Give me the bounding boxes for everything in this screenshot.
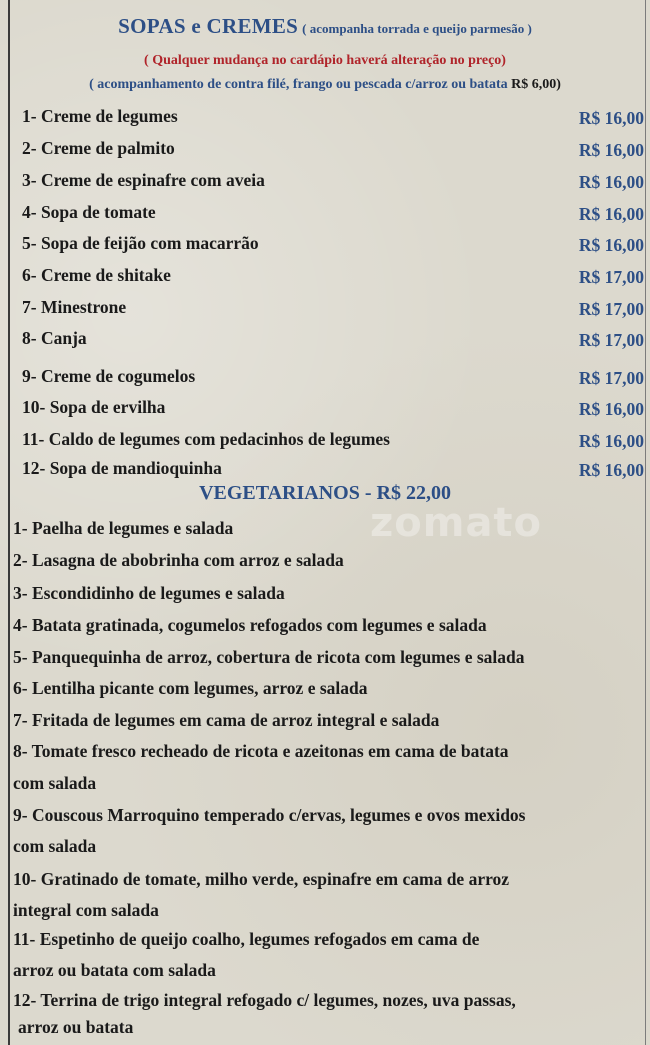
soup-item [22,170,644,196]
left-border [8,0,10,1045]
soup-name: 1- Creme de legumes [22,106,178,126]
soup-price: R$ 16,00 [578,235,644,255]
soup-item [22,297,644,323]
vegetarian-item-continuation: com salada [13,773,97,793]
soup-item [22,429,644,455]
vegetarian-item: 6- Lentilha picante com legumes, arroz e salada [13,678,368,698]
soup-name: 2- Creme de palmito [22,138,175,158]
watermark: zomato [370,500,543,546]
soups-heading [0,14,650,39]
soup-name: 7- Minestrone [22,297,127,317]
soup-price: R$ 16,00 [578,431,644,451]
soup-price: R$ 17,00 [578,368,644,388]
vegetarian-title: VEGETARIANOS - R$ 22,00 [199,482,451,504]
soup-price: R$ 17,00 [578,299,644,319]
vegetarian-item: 1- Paelha de legumes e salada [13,518,234,538]
accompaniment-text: ( acompanhamento de contra filé, frango ou pescada c/arroz ou batata [89,77,508,92]
accompaniment-note [0,77,650,93]
vegetarian-item: 8- Tomate fresco recheado de ricota e azeitonas em cama de batata [13,741,509,761]
soup-price: R$ 16,00 [578,172,644,192]
soup-price: R$ 17,00 [578,267,644,287]
soup-price: R$ 16,00 [578,460,644,480]
soup-price: R$ 16,00 [578,399,644,419]
soup-name: 8- Canja [22,328,87,348]
soup-name: 6- Creme de shitake [22,265,171,285]
soup-item [22,138,644,164]
soup-price: R$ 16,00 [578,204,644,224]
soup-item [22,265,644,291]
soup-price: R$ 17,00 [578,330,644,350]
right-border [645,0,646,1045]
vegetarian-item-continuation: arroz ou batata [18,1017,134,1037]
vegetarian-item: 2- Lasagna de abobrinha com arroz e salada [13,550,344,570]
soup-name: 4- Sopa de tomate [22,202,156,222]
vegetarian-item-continuation: integral com salada [13,900,159,920]
price-change-notice: ( Qualquer mudança no cardápio haverá alteração no preço) [144,53,506,68]
soup-item [22,202,644,228]
vegetarian-item-continuation: com salada [13,836,97,856]
soup-name: 9- Creme de cogumelos [22,366,196,386]
soup-price: R$ 16,00 [578,108,644,128]
vegetarian-item-continuation: arroz ou batata com salada [13,960,216,980]
soup-item [22,397,644,423]
accompaniment-price: R$ 6,00) [511,77,561,92]
soup-name: 3- Creme de espinafre com aveia [22,170,265,190]
vegetarian-item: 3- Escondidinho de legumes e salada [13,583,285,603]
soup-name: 10- Sopa de ervilha [22,397,166,417]
vegetarian-item: 10- Gratinado de tomate, milho verde, espinafre em cama de arroz [13,869,510,889]
vegetarian-item: 7- Fritada de legumes em cama de arroz integral e salada [13,710,440,730]
soup-item [22,458,644,484]
vegetarian-item: 12- Terrina de trigo integral refogado c/ legumes, nozes, uva passas, [13,990,516,1010]
soup-item [22,233,644,259]
soup-name: 5- Sopa de feijão com macarrão [22,233,259,253]
soup-name: 12- Sopa de mandioquinha [22,458,222,478]
vegetarian-item: 5- Panquequinha de arroz, cobertura de ricota com legumes e salada [13,647,525,667]
vegetarian-item: 4- Batata gratinada, cogumelos refogados com legumes e salada [13,615,487,635]
soup-price: R$ 16,00 [578,140,644,160]
soup-item [22,366,644,392]
soup-item [22,328,644,354]
soup-name: 11- Caldo de legumes com pedacinhos de legumes [22,429,390,449]
soups-title-note: ( acompanha torrada e queijo parmesão ) [302,21,532,36]
vegetarian-item: 11- Espetinho de queijo coalho, legumes refogados em cama de [13,929,480,949]
vegetarian-item: 9- Couscous Marroquino temperado c/ervas, legumes e ovos mexidos [13,805,526,825]
soup-item [22,106,644,132]
soups-title: SOPAS e CREMES [118,14,299,38]
